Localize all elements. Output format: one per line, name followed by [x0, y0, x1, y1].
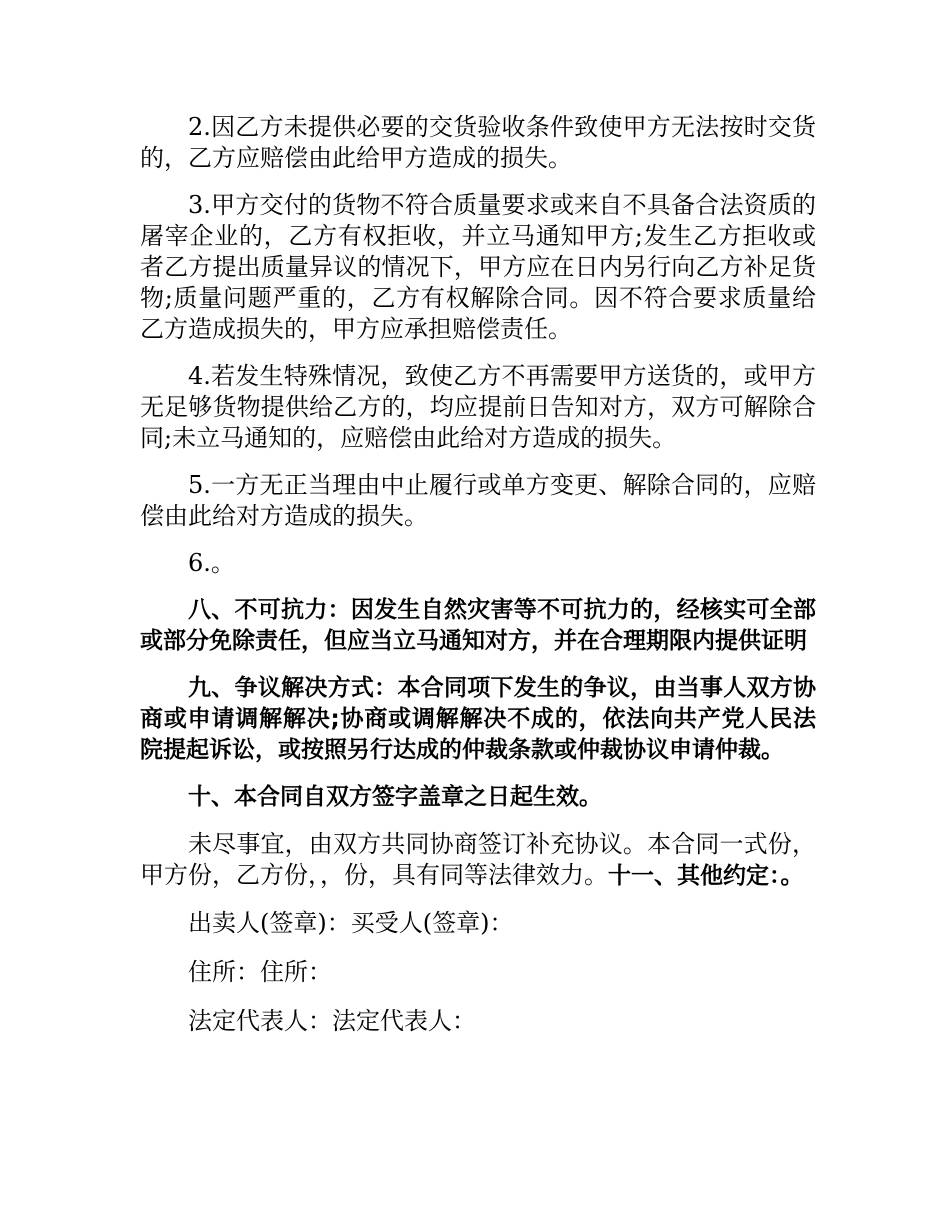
clause-7-item-4: 4.若发生特殊情况，致使乙方不再需要甲方送货的，或甲方无足够货物提供给乙方的，均应提前日告知对方，双方可解除合同;未立马通知的，应赔偿由此给对方造成的损失。 [140, 362, 816, 452]
clause-7-item-5: 5.一方无正当理由中止履行或单方变更、解除合同的，应赔偿由此给对方造成的损失。 [140, 471, 816, 530]
clause-10-effective: 十、本合同自双方签字盖章之日起生效。 [188, 784, 602, 810]
clause-9-dispute-resolution: 九、争议解决方式：本合同项下发生的争议，由当事人双方协商或申请调解解决;协商或调解解决不成的，依法向共产党人民法院提起诉讼，或按照另行达成的仲裁条款或仲裁协议申请仲裁。 [140, 675, 816, 763]
signature-line-party: 出卖人(签章)：买受人(签章)： [188, 909, 514, 937]
clause-11-other: 十一、其他约定：。 [608, 863, 804, 889]
document-body [140, 112, 816, 1055]
signature-line-address: 住所：住所： [188, 958, 332, 986]
clause-7-item-2: 2.因乙方未提供必要的交货验收条件致使甲方无法按时交货的，乙方应赔偿由此给甲方造成的损失。 [140, 113, 816, 172]
closing-text: 未尽事宜，由双方共同协商签订补充协议。本合同一式份，甲方份，乙方份，，份，具有同等法律效力。 [140, 830, 816, 889]
clause-7-item-3: 3.甲方交付的货物不符合质量要求或来自不具备合法资质的屠宰企业的，乙方有权拒收，并立马通知甲方;发生乙方拒收或者乙方提出质量异议的情况下，甲方应在日内另行向乙方补足货物;质量问题严重的，乙方有权解除合同。因不符合要求质量给乙方造成损失的，甲方应承担赔偿责任。 [140, 191, 816, 343]
clause-8-force-majeure: 八、不可抗力：因发生自然灾害等不可抗力的，经核实可全部或部分免除责任，但应当立马通知对方，并在合理期限内提供证明 [140, 597, 816, 654]
signature-line-representative: 法定代表人：法定代表人： [188, 1007, 476, 1035]
closing-paragraph [140, 829, 816, 892]
clause-7-item-6: 6.。 [188, 549, 235, 577]
